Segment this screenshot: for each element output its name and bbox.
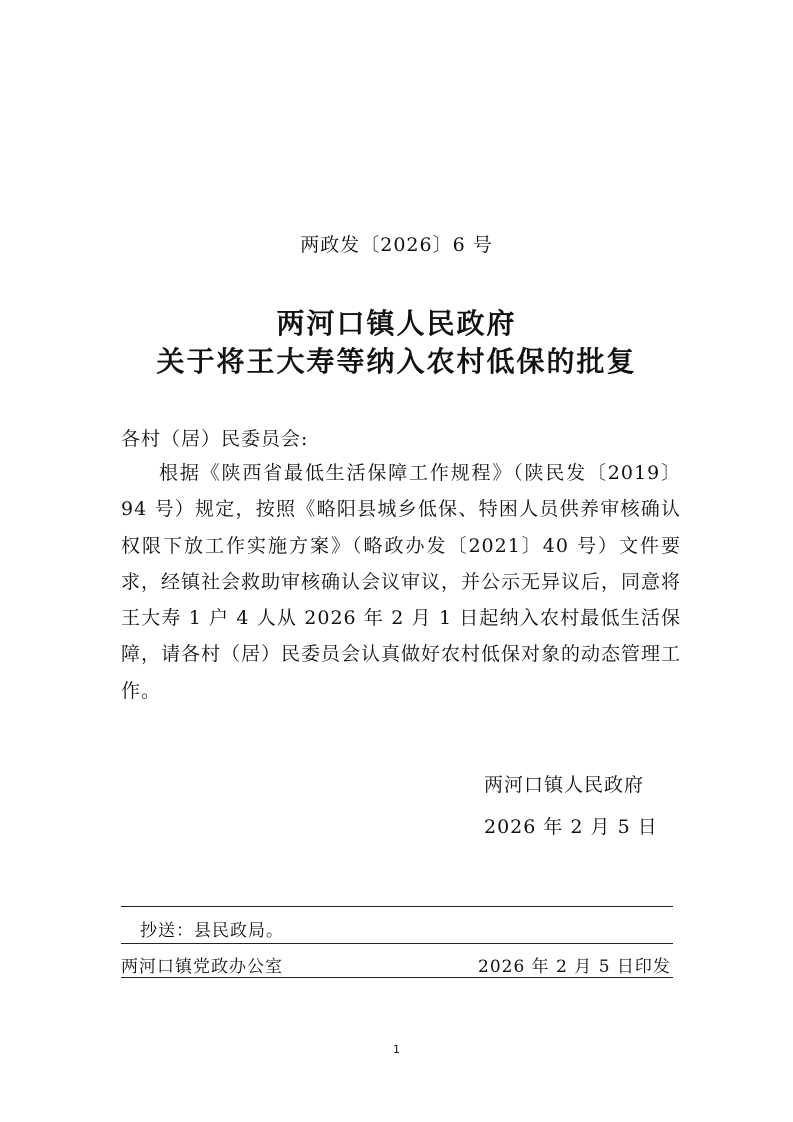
document-title-line-2: 关于将王大寿等纳入农村低保的批复 <box>156 345 637 378</box>
document-number: 两政发〔2026〕6 号 <box>300 234 493 256</box>
signature-organization: 两河口镇人民政府 <box>484 774 645 796</box>
document-title-line-1: 两河口镇人民政府 <box>276 307 517 340</box>
salutation: 各村（居）民委员会: <box>121 428 309 450</box>
footer-rule-top <box>121 906 673 907</box>
signature-date: 2026 年 2 月 5 日 <box>484 816 658 838</box>
body-paragraph: 根据《陕西省最低生活保障工作规程》（陕民发〔2019〕94 号）规定，按照《略阳县城乡低保、特困人员供养审核确认权限下放工作实施方案》（略政办发〔2021〕40 号）文件要求，经镇社会救助审核确认会议审议，并公示无异议后，同意将王大寿 1 户 4 人从 2026 年 2 月 1 日起纳入农村最低生活保障，请各村（居）民委员会认真做好农村低保对象的动态管理工作。 <box>121 462 682 702</box>
cc-line: 抄送：县民政局。 <box>140 921 284 941</box>
print-date: 2026 年 2 月 5 日印发 <box>478 957 671 977</box>
footer-rule-middle <box>121 943 673 944</box>
page-number: 1 <box>393 1043 400 1056</box>
footer-rule-bottom <box>121 977 673 978</box>
issuing-office: 两河口镇党政办公室 <box>121 957 283 977</box>
